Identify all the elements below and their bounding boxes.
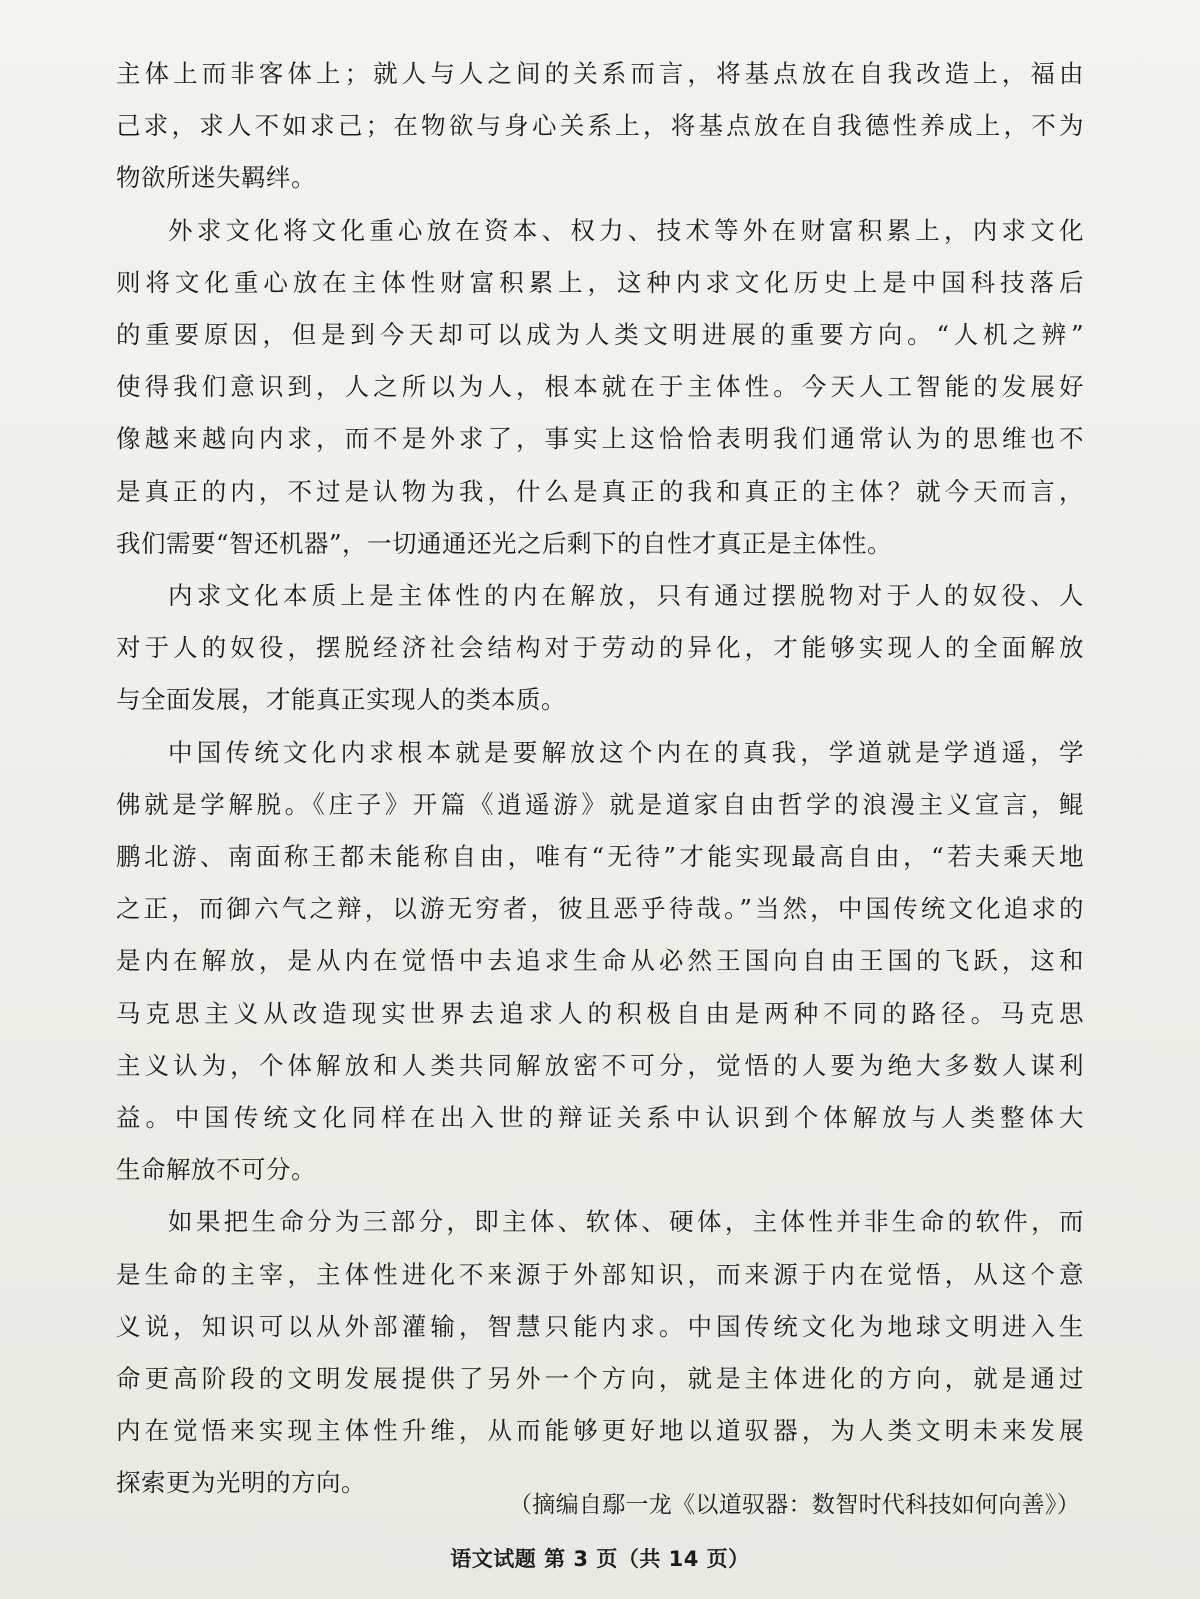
text-line: 如果把生命分为三部分，即主体、软体、硬体，主体性并非生命的软件，而	[168, 1207, 1084, 1237]
text-line: 我们需要“智还机器”，一切通通还光之后剩下的自性才真正是主体性。	[116, 528, 893, 558]
text-line: 之正，而御六气之辩，以游无穷者，彼且恶乎待哉。”当然，中国传统文化追求的	[116, 894, 1084, 924]
text-line: 探索更为光明的方向。	[116, 1468, 366, 1498]
text-line: 与全面发展，才能真正实现人的类本质。	[116, 685, 566, 715]
text-line: 物欲所迷失羁绊。	[116, 163, 316, 193]
paragraph	[116, 48, 1084, 205]
article-body	[116, 48, 1084, 1510]
paragraph	[116, 727, 1084, 1197]
text-line: 内求文化本质上是主体性的内在解放，只有通过摆脱物对于人的奴役、人	[168, 581, 1084, 611]
text-line: 使得我们意识到，人之所以为人，根本就在于主体性。今天人工智能的发展好	[116, 372, 1084, 402]
text-line: 中国传统文化内求根本就是要解放这个内在的真我，学道就是学逍遥，学	[168, 737, 1084, 767]
text-line: 马克思主义从改造现实世界去追求人的积极自由是两种不同的路径。马克思	[116, 998, 1084, 1028]
text-line: 是生命的主宰，主体性进化不来源于外部知识，而来源于内在觉悟，从这个意	[116, 1259, 1084, 1289]
text-line: 益。中国传统文化同样在出入世的辩证关系中认识到个体解放与人类整体大	[116, 1103, 1084, 1133]
text-line: 命更高阶段的文明发展提供了另外一个方向，就是主体进化的方向，就是通过	[116, 1364, 1084, 1394]
text-line: 外求文化将文化重心放在资本、权力、技术等外在财富积累上，内求文化	[168, 215, 1084, 245]
text-line: 生命解放不可分。	[116, 1155, 316, 1185]
text-line: 内在觉悟来实现主体性升维，从而能够更好地以道驭器，为人类文明未来发展	[116, 1416, 1084, 1446]
source-citation: （摘编自鄢一龙《以道驭器：数智时代科技如何向善》）	[509, 1492, 1080, 1518]
paragraph	[116, 205, 1084, 570]
text-line: 主义认为，个体解放和人类共同解放密不可分，觉悟的人要为绝大多数人谋利	[116, 1050, 1084, 1080]
text-line: 鹏北游、南面称王都未能称自由，唯有“无待”才能实现最高自由，“若夫乘天地	[116, 842, 1084, 872]
text-line: 像越来越向内求，而不是外求了，事实上这恰恰表明我们通常认为的思维也不	[116, 424, 1084, 454]
text-line: 的重要原因，但是到今天却可以成为人类文明进展的重要方向。“人机之辨”	[116, 320, 1084, 350]
text-line: 是真正的内，不过是认物为我，什么是真正的我和真正的主体？就今天而言，	[116, 476, 1084, 506]
text-line: 义说，知识可以从外部灌输，智慧只能内求。中国传统文化为地球文明进入生	[116, 1311, 1084, 1341]
text-line: 佛就是学解脱。《庄子》开篇《逍遥游》就是道家自由哲学的浪漫主义宣言，鲲	[116, 789, 1084, 819]
text-line: 己求，求人不如求己；在物欲与身心关系上，将基点放在自我德性养成上，不为	[116, 111, 1084, 141]
text-line: 则将文化重心放在主体性财富积累上，这种内求文化历史上是中国科技落后	[116, 267, 1084, 297]
text-line: 主体上而非客体上；就人与人之间的关系而言，将基点放在自我改造上，福由	[116, 59, 1084, 88]
paragraph	[116, 570, 1084, 727]
paragraph	[116, 1196, 1084, 1509]
page-footer: 语文试题 第 3 页（共 14 页）	[450, 1547, 750, 1571]
text-line: 对于人的奴役，摆脱经济社会结构对于劳动的异化，才能够实现人的全面解放	[116, 633, 1084, 663]
text-line: 是内在解放，是从内在觉悟中去追求生命从必然王国向自由王国的飞跃，这和	[116, 946, 1084, 976]
